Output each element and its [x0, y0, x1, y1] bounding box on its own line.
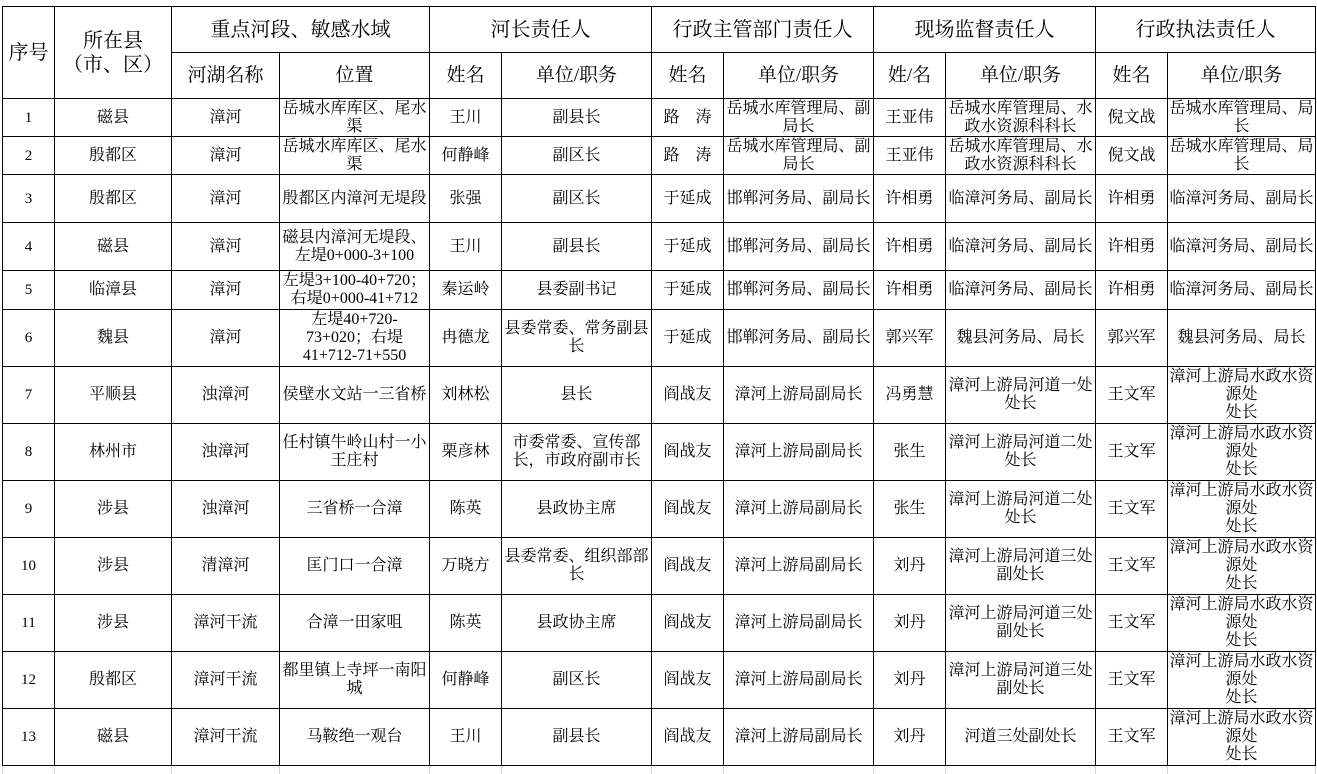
empty-grid-cell — [55, 766, 172, 774]
river-chief-name-cell: 陈英 — [430, 595, 502, 652]
row-number: 2 — [3, 137, 55, 175]
location-cell: 左堤3+100-40+720；右堤0+000-41+712 — [280, 271, 430, 310]
enforcement-name-cell: 王文军 — [1096, 424, 1168, 481]
enforcement-name-cell: 倪文战 — [1096, 137, 1168, 175]
supervisor-title-cell: 临漳河务局、副局长 — [946, 271, 1096, 310]
row-number: 6 — [3, 310, 55, 367]
location-cell: 左堤40+720-73+020；右堤41+712-71+550 — [280, 310, 430, 367]
empty-grid-cell — [652, 766, 724, 774]
river-chief-name-cell: 何静峰 — [430, 652, 502, 709]
admin-head-name-cell: 于延成 — [652, 223, 724, 271]
admin-head-title-cell: 漳河上游局副局长 — [724, 424, 874, 481]
admin-head-name-cell: 阎战友 — [652, 481, 724, 538]
enforcement-title-cell: 漳河上游局水政水资源处 处长 — [1168, 595, 1316, 652]
river-name-cell: 漳河 — [172, 137, 280, 175]
river-chief-name-cell: 刘林松 — [430, 367, 502, 424]
river-name-cell: 浊漳河 — [172, 367, 280, 424]
county-cell: 涉县 — [55, 595, 172, 652]
row-number: 9 — [3, 481, 55, 538]
supervisor-name-cell: 许相勇 — [874, 223, 946, 271]
header-group-river-chief: 河长责任人 — [430, 7, 652, 53]
river-name-cell: 漳河 — [172, 175, 280, 223]
river-chief-title-cell: 县委常委、常务副县长 — [502, 310, 652, 367]
supervisor-title-cell: 岳城水库管理局、水政水资源科科长 — [946, 137, 1096, 175]
enforcement-name-cell: 郭兴军 — [1096, 310, 1168, 367]
admin-head-name-cell: 阎战友 — [652, 595, 724, 652]
header-group-enforcement: 行政执法责任人 — [1096, 7, 1316, 53]
empty-grid-cell — [946, 766, 1096, 774]
location-cell: 磁县内漳河无堤段、左堤0+000-3+100 — [280, 223, 430, 271]
admin-head-title-cell: 邯郸河务局、副局长 — [724, 271, 874, 310]
header-location: 位置 — [280, 53, 430, 99]
enforcement-name-cell: 倪文战 — [1096, 99, 1168, 137]
river-chief-name-cell: 陈英 — [430, 481, 502, 538]
admin-head-title-cell: 邯郸河务局、副局长 — [724, 175, 874, 223]
row-number: 3 — [3, 175, 55, 223]
header-admin-head-name: 姓名 — [652, 53, 724, 99]
empty-grid-cell — [874, 766, 946, 774]
supervisor-title-cell: 临漳河务局、副局长 — [946, 175, 1096, 223]
location-cell: 侯壁水文站一三省桥 — [280, 367, 430, 424]
admin-head-name-cell: 路 涛 — [652, 99, 724, 137]
supervisor-name-cell: 张生 — [874, 481, 946, 538]
supervisor-title-cell: 魏县河务局、局长 — [946, 310, 1096, 367]
enforcement-title-cell: 漳河上游局水政水资源处 处长 — [1168, 709, 1316, 766]
river-chief-title-cell: 县委常委、组织部部长 — [502, 538, 652, 595]
location-cell: 岳城水库库区、尾水渠 — [280, 99, 430, 137]
row-number: 8 — [3, 424, 55, 481]
empty-grid-cell — [1168, 766, 1316, 774]
county-cell: 殷都区 — [55, 652, 172, 709]
admin-head-name-cell: 于延成 — [652, 175, 724, 223]
empty-grid-cell — [280, 766, 430, 774]
supervisor-name-cell: 许相勇 — [874, 175, 946, 223]
location-cell: 马鞍绝一观台 — [280, 709, 430, 766]
supervisor-title-cell: 漳河上游局河道二处处长 — [946, 424, 1096, 481]
row-number: 13 — [3, 709, 55, 766]
enforcement-name-cell: 许相勇 — [1096, 223, 1168, 271]
admin-head-name-cell: 于延成 — [652, 271, 724, 310]
supervisor-name-cell: 刘丹 — [874, 538, 946, 595]
row-number: 10 — [3, 538, 55, 595]
enforcement-title-cell: 魏县河务局、局长 — [1168, 310, 1316, 367]
enforcement-name-cell: 王文军 — [1096, 652, 1168, 709]
enforcement-title-cell: 漳河上游局水政水资源处 处长 — [1168, 538, 1316, 595]
county-cell: 林州市 — [55, 424, 172, 481]
river-chief-title-cell: 县委副书记 — [502, 271, 652, 310]
supervisor-name-cell: 王亚伟 — [874, 99, 946, 137]
header-supervisor-name: 姓/名 — [874, 53, 946, 99]
admin-head-name-cell: 阎战友 — [652, 652, 724, 709]
row-number: 4 — [3, 223, 55, 271]
location-cell: 殷都区内漳河无堤段 — [280, 175, 430, 223]
river-chief-name-cell: 秦运岭 — [430, 271, 502, 310]
empty-grid-cell — [172, 766, 280, 774]
empty-grid-cell — [1096, 766, 1168, 774]
river-chief-title-cell: 县政协主席 — [502, 481, 652, 538]
enforcement-title-cell: 临漳河务局、副局长 — [1168, 175, 1316, 223]
river-chief-title-cell: 副区长 — [502, 652, 652, 709]
admin-head-title-cell: 漳河上游局副局长 — [724, 367, 874, 424]
header-group-key-reach: 重点河段、敏感水域 — [172, 7, 430, 53]
supervisor-title-cell: 漳河上游局河道三处副处长 — [946, 538, 1096, 595]
county-cell: 磁县 — [55, 223, 172, 271]
county-cell: 磁县 — [55, 709, 172, 766]
header-river-chief-name: 姓名 — [430, 53, 502, 99]
enforcement-name-cell: 许相勇 — [1096, 175, 1168, 223]
empty-grid-row — [2, 766, 1316, 774]
river-chief-name-cell: 冉德龙 — [430, 310, 502, 367]
river-name-cell: 漳河 — [172, 271, 280, 310]
supervisor-title-cell: 河道三处副处长 — [946, 709, 1096, 766]
enforcement-name-cell: 王文军 — [1096, 481, 1168, 538]
river-chief-name-cell: 张强 — [430, 175, 502, 223]
admin-head-title-cell: 邯郸河务局、副局长 — [724, 223, 874, 271]
supervisor-name-cell: 刘丹 — [874, 595, 946, 652]
enforcement-title-cell: 岳城水库管理局、局长 — [1168, 99, 1316, 137]
enforcement-title-cell: 漳河上游局水政水资源处 处长 — [1168, 481, 1316, 538]
supervisor-name-cell: 许相勇 — [874, 271, 946, 310]
location-cell: 合漳一田家咀 — [280, 595, 430, 652]
row-number: 5 — [3, 271, 55, 310]
supervisor-name-cell: 张生 — [874, 424, 946, 481]
location-cell: 三省桥一合漳 — [280, 481, 430, 538]
river-chief-title-cell: 市委常委、宣传部长，市政府副市长 — [502, 424, 652, 481]
river-name-cell: 漳河干流 — [172, 709, 280, 766]
admin-head-name-cell: 于延成 — [652, 310, 724, 367]
river-chief-title-cell: 副县长 — [502, 99, 652, 137]
supervisor-title-cell: 漳河上游局河道二处处长 — [946, 481, 1096, 538]
admin-head-name-cell: 路 涛 — [652, 137, 724, 175]
river-chief-title-cell: 副区长 — [502, 175, 652, 223]
county-cell: 魏县 — [55, 310, 172, 367]
location-cell: 都里镇上寺坪一南阳城 — [280, 652, 430, 709]
location-cell: 匡门口一合漳 — [280, 538, 430, 595]
enforcement-name-cell: 王文军 — [1096, 595, 1168, 652]
river-name-cell: 浊漳河 — [172, 424, 280, 481]
header-river-chief-title: 单位/职务 — [502, 53, 652, 99]
supervisor-title-cell: 岳城水库管理局、水政水资源科科长 — [946, 99, 1096, 137]
enforcement-title-cell: 岳城水库管理局、局长 — [1168, 137, 1316, 175]
header-group-admin-head: 行政主管部门责任人 — [652, 7, 874, 53]
enforcement-name-cell: 王文军 — [1096, 367, 1168, 424]
river-chief-title-cell: 副区长 — [502, 137, 652, 175]
enforcement-title-cell: 漳河上游局水政水资源处 处长 — [1168, 424, 1316, 481]
enforcement-title-cell: 漳河上游局水政水资源处 处长 — [1168, 367, 1316, 424]
river-chief-title-cell: 县长 — [502, 367, 652, 424]
enforcement-title-cell: 临漳河务局、副局长 — [1168, 271, 1316, 310]
header-enforcement-name: 姓名 — [1096, 53, 1168, 99]
river-chief-title-cell: 副县长 — [502, 223, 652, 271]
admin-head-name-cell: 阎战友 — [652, 367, 724, 424]
admin-head-title-cell: 漳河上游局副局长 — [724, 652, 874, 709]
county-cell: 平顺县 — [55, 367, 172, 424]
row-number: 11 — [3, 595, 55, 652]
river-chief-name-cell: 万晓方 — [430, 538, 502, 595]
admin-head-title-cell: 岳城水库管理局、副局长 — [724, 137, 874, 175]
header-enforcement-title: 单位/职务 — [1168, 53, 1316, 99]
supervisor-name-cell: 冯勇慧 — [874, 367, 946, 424]
admin-head-title-cell: 漳河上游局副局长 — [724, 709, 874, 766]
header-county: 所在县 （市、区） — [55, 7, 172, 99]
supervisor-name-cell: 王亚伟 — [874, 137, 946, 175]
admin-head-title-cell: 漳河上游局副局长 — [724, 595, 874, 652]
header-seq: 序号 — [3, 7, 55, 99]
admin-head-title-cell: 漳河上游局副局长 — [724, 538, 874, 595]
empty-grid-cell — [3, 766, 55, 774]
supervisor-title-cell: 漳河上游局河道一处处长 — [946, 367, 1096, 424]
admin-head-title-cell: 邯郸河务局、副局长 — [724, 310, 874, 367]
river-chief-title-cell: 县政协主席 — [502, 595, 652, 652]
row-number: 12 — [3, 652, 55, 709]
county-cell: 磁县 — [55, 99, 172, 137]
supervisor-name-cell: 刘丹 — [874, 709, 946, 766]
supervisor-name-cell: 郭兴军 — [874, 310, 946, 367]
row-number: 7 — [3, 367, 55, 424]
location-cell: 任村镇牛岭山村一小王庄村 — [280, 424, 430, 481]
enforcement-title-cell: 漳河上游局水政水资源处 处长 — [1168, 652, 1316, 709]
river-name-cell: 漳河 — [172, 99, 280, 137]
admin-head-title-cell: 岳城水库管理局、副局长 — [724, 99, 874, 137]
river-name-cell: 漳河 — [172, 223, 280, 271]
supervisor-name-cell: 刘丹 — [874, 652, 946, 709]
location-cell: 岳城水库库区、尾水渠 — [280, 137, 430, 175]
empty-grid-cell — [502, 766, 652, 774]
enforcement-title-cell: 临漳河务局、副局长 — [1168, 223, 1316, 271]
river-chief-title-cell: 副县长 — [502, 709, 652, 766]
header-supervisor-title: 单位/职务 — [946, 53, 1096, 99]
enforcement-name-cell: 许相勇 — [1096, 271, 1168, 310]
river-name-cell: 漳河干流 — [172, 652, 280, 709]
admin-head-name-cell: 阎战友 — [652, 709, 724, 766]
admin-head-name-cell: 阎战友 — [652, 424, 724, 481]
supervisor-title-cell: 临漳河务局、副局长 — [946, 223, 1096, 271]
river-name-cell: 清漳河 — [172, 538, 280, 595]
header-admin-head-title: 单位/职务 — [724, 53, 874, 99]
river-chief-name-cell: 何静峰 — [430, 137, 502, 175]
row-number: 1 — [3, 99, 55, 137]
river-chief-name-cell: 栗彦林 — [430, 424, 502, 481]
enforcement-name-cell: 王文军 — [1096, 538, 1168, 595]
county-cell: 殷都区 — [55, 137, 172, 175]
empty-grid-cell — [430, 766, 502, 774]
river-name-cell: 漳河 — [172, 310, 280, 367]
river-chief-name-cell: 王川 — [430, 709, 502, 766]
county-cell: 涉县 — [55, 538, 172, 595]
supervisor-title-cell: 漳河上游局河道三处副处长 — [946, 652, 1096, 709]
header-group-supervisor: 现场监督责任人 — [874, 7, 1096, 53]
river-chief-name-cell: 王川 — [430, 99, 502, 137]
county-cell: 殷都区 — [55, 175, 172, 223]
supervisor-title-cell: 漳河上游局河道三处副处长 — [946, 595, 1096, 652]
enforcement-name-cell: 王文军 — [1096, 709, 1168, 766]
river-name-cell: 浊漳河 — [172, 481, 280, 538]
admin-head-title-cell: 漳河上游局副局长 — [724, 481, 874, 538]
county-cell: 临漳县 — [55, 271, 172, 310]
responsibility-table — [2, 6, 1316, 766]
river-name-cell: 漳河干流 — [172, 595, 280, 652]
river-chief-name-cell: 王川 — [430, 223, 502, 271]
admin-head-name-cell: 阎战友 — [652, 538, 724, 595]
empty-grid-cell — [724, 766, 874, 774]
header-river-name: 河湖名称 — [172, 53, 280, 99]
county-cell: 涉县 — [55, 481, 172, 538]
